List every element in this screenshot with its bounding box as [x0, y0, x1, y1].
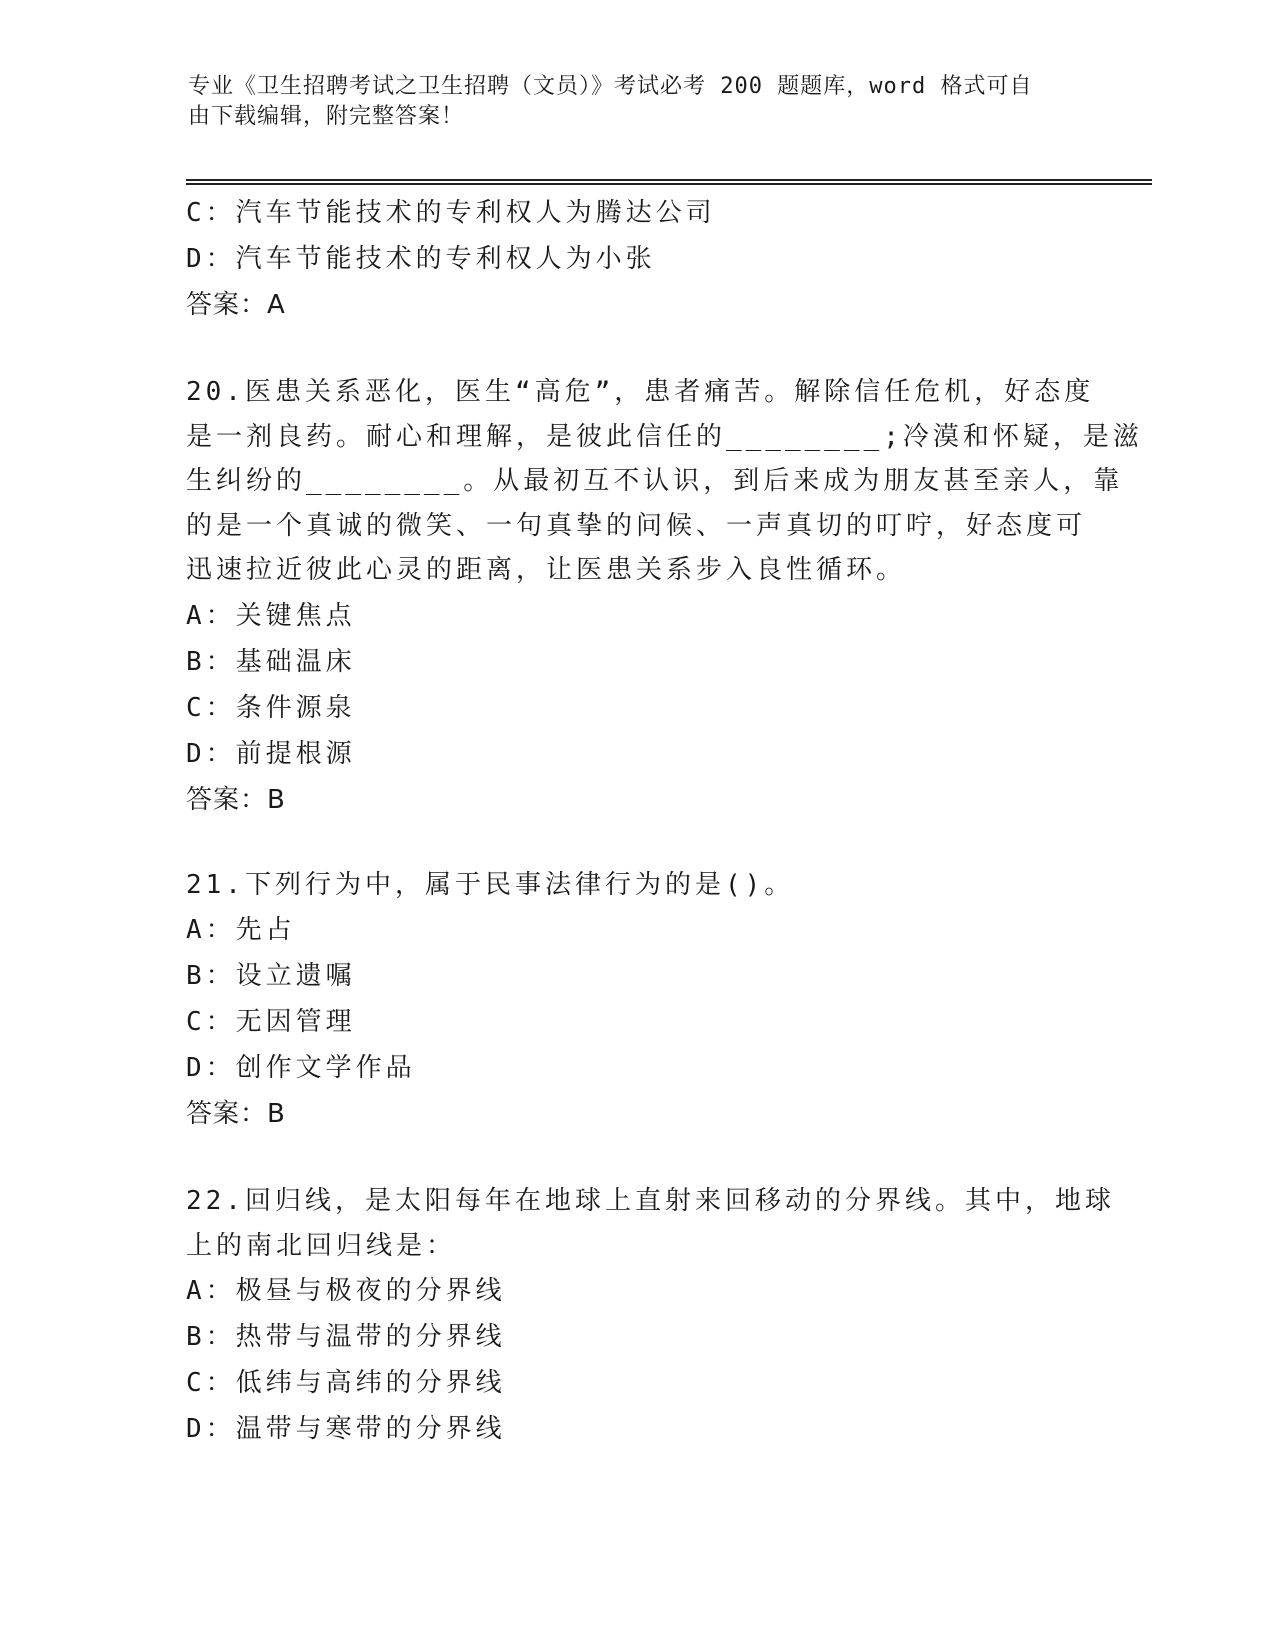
- option-c: C：汽车节能技术的专利权人为腾达公司: [186, 198, 716, 228]
- option-a: A：关键焦点: [186, 600, 356, 631]
- option-b: B：热带与温带的分界线: [186, 1322, 506, 1352]
- option-d: D：创作文学作品: [186, 1053, 416, 1083]
- header-rule-bottom: [186, 183, 1152, 185]
- header-rule-top: [186, 179, 1152, 181]
- question-22: [186, 1179, 1115, 1452]
- header-line-2: 由下载编辑，附完整答案！: [188, 104, 465, 129]
- header-line-1: 专业《卫生招聘考试之卫生招聘（文员）》考试必考 200 题题库，word 格式可自: [188, 74, 1033, 99]
- option-d: D：温带与寒带的分界线: [186, 1414, 506, 1444]
- question-stem-line: 的是一个真诚的微笑、一句真挚的问候、一声真切的叮咛，好态度可: [186, 510, 1087, 541]
- answer-line: 答案：B: [186, 784, 286, 815]
- carryover-block: [186, 190, 1086, 328]
- spacer: [186, 823, 1086, 863]
- spacer: [186, 328, 1086, 370]
- option-b: B：设立遗嘱: [186, 961, 356, 991]
- question-stem-line: 20.医患关系恶化，医生“高危”，患者痛苦。解除信任危机，好态度: [186, 377, 1095, 407]
- option-c: C：低纬与高纬的分界线: [186, 1368, 506, 1398]
- page-header: [188, 72, 1068, 132]
- question-20: [186, 370, 1143, 823]
- answer-line: 答案：B: [186, 1099, 286, 1129]
- option-d: D：汽车节能技术的专利权人为小张: [186, 244, 656, 274]
- question-21: [186, 863, 1086, 1138]
- question-stem-line: 迅速拉近彼此心灵的距离，让医患关系步入良性循环。: [186, 555, 907, 585]
- option-b: B：基础温床: [186, 646, 356, 677]
- option-c: C：无因管理: [186, 1007, 356, 1037]
- answer-line: 答案：A: [186, 290, 286, 320]
- option-a: A：极昼与极夜的分界线: [186, 1276, 506, 1306]
- spacer: [186, 1137, 1086, 1179]
- question-stem-line: 生纠纷的________。从最初互不认识，到后来成为朋友甚至亲人，靠: [186, 466, 1124, 496]
- question-stem-line: 22.回归线，是太阳每年在地球上直射来回移动的分界线。其中，地球: [186, 1186, 1115, 1216]
- question-stem-line: 上的南北回归线是：: [186, 1230, 457, 1261]
- option-a: A：先占: [186, 915, 296, 945]
- question-stem-line: 21.下列行为中，属于民事法律行为的是()。: [186, 869, 795, 900]
- document-body: [186, 190, 1143, 1452]
- question-stem-line: 是一剂良药。耐心和理解，是彼此信任的________;冷漠和怀疑，是滋: [186, 421, 1143, 452]
- option-c: C：条件源泉: [186, 692, 356, 723]
- option-d: D：前提根源: [186, 738, 356, 769]
